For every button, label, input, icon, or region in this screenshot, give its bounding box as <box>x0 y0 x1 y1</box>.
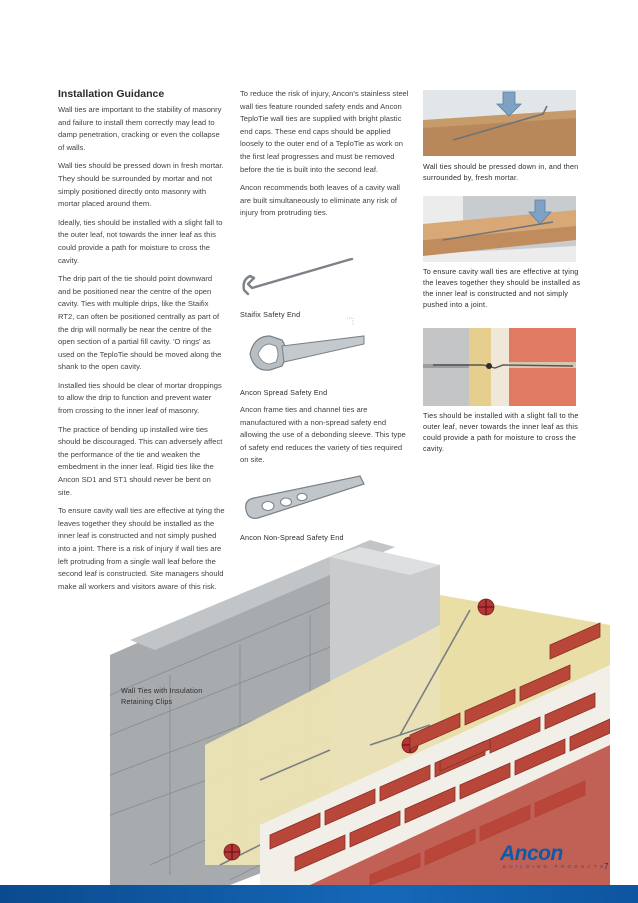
photo-tie-pressed-in-mortar <box>423 90 576 156</box>
wall-illustration-caption: Wall Ties with Insulation Retaining Clips <box>121 686 203 706</box>
section-heading: Installation Guidance <box>58 88 165 100</box>
cavity-wall-cutaway-illustration <box>110 535 610 885</box>
spread-caption: Ancon Spread Safety End <box>240 388 328 397</box>
nonspread-caption: Ancon Non-Spread Safety End <box>240 533 344 542</box>
paragraph: Wall ties should be pressed down in fresh mortar. They should be surrounded by mortar and not simply positioned directly onto masonry with mortar placed around them. <box>58 161 224 209</box>
photo-tie-fall-to-outer-leaf <box>423 328 576 406</box>
photo-tie-installed-with-inner-leaf <box>423 196 576 262</box>
frame-ties-paragraph: Ancon frame ties and channel ties are manufactured with a non-spread safety end allowing the use of a debonding sleeve. This type of safety end reduces the variety of ties required on site. <box>240 405 406 465</box>
ancon-logo <box>500 842 607 872</box>
non-spread-safety-end-illustration <box>240 470 370 528</box>
footer-bar <box>0 885 638 903</box>
right-caption-1: Wall ties should be pressed down in, and then surrounded by, fresh mortar. <box>423 162 579 182</box>
paragraph: Ideally, ties should be installed with a slight fall to the outer leaf, not towards the inner leaf as this could provide a path for moisture to cross the cavity. <box>58 217 223 265</box>
logo-tagline: BUILDING PRODUCTS <box>503 864 607 869</box>
paragraph: The practice of bending up installed wire ties should be discouraged. This can adversely affect the performance of the tie and weaken the embedment in the inner leaf. Rigid ties like the Ancon SD1 and ST1 should never be bent on site. <box>58 424 223 497</box>
staifix-caption: Staifix Safety End <box>240 310 301 319</box>
left-text-column <box>58 88 226 599</box>
paragraph: To reduce the risk of injury, Ancon's stainless steel wall ties feature rounded safety ends and Ancon TeploTie wall ties are supplied with bright plastic end caps. These end caps should be applied loosely to the outer end of a TeploTie as work on the first leaf progresses and must be removed before the tie is built into the second leaf. <box>240 89 409 174</box>
paragraph: The drip part of the tie should point downward and be positioned near the centre of the open cavity. Ties with multiple drips, like the Staifix RT2, can often be positioned centrally as part of the drip will normally be near the centre of the open section of a partial fill cavity. 'O rings' as used on the TeploTie should be moved along the shank to the open cavity. <box>58 274 222 372</box>
logo-wordmark: Ancon <box>500 842 563 865</box>
middle-text-column <box>240 88 410 226</box>
paragraph: Ancon recommends both leaves of a cavity wall are built simultaneously to eliminate any risk of injury from protruding ties. <box>240 183 400 218</box>
paragraph: Installed ties should be clear of mortar droppings to allow the drip to function and prevent water from crossing to the inner leaf of masonry. <box>58 380 222 416</box>
staifix-tie-illustration <box>240 250 360 310</box>
paragraph: To ensure cavity wall ties are effective at tying the leaves together they should be installed as the inner leaf is constructed and not simply pushed into a joint. There is a risk of injury if wall ties are left protruding from a single wall leaf before the second leaf is constructed. Site managers should make all workers and visitors aware of this risk. <box>58 506 225 591</box>
page-number: 7 <box>604 862 609 871</box>
right-caption-2: To ensure cavity wall ties are effective at tying the leaves together they should be installed as the inner leaf is constructed and not simply pushed into a joint. <box>423 267 581 309</box>
right-caption-3: Ties should be installed with a slight fall to the outer leaf, never towards the inner leaf as this could provide a path for moisture to cross the cavity. <box>423 411 579 453</box>
paragraph: Wall ties are important to the stability of masonry and failure to install them correctly may lead to damp penetration, cracking or even the collapse of walls. <box>58 105 222 152</box>
spread-safety-end-illustration <box>240 322 370 384</box>
